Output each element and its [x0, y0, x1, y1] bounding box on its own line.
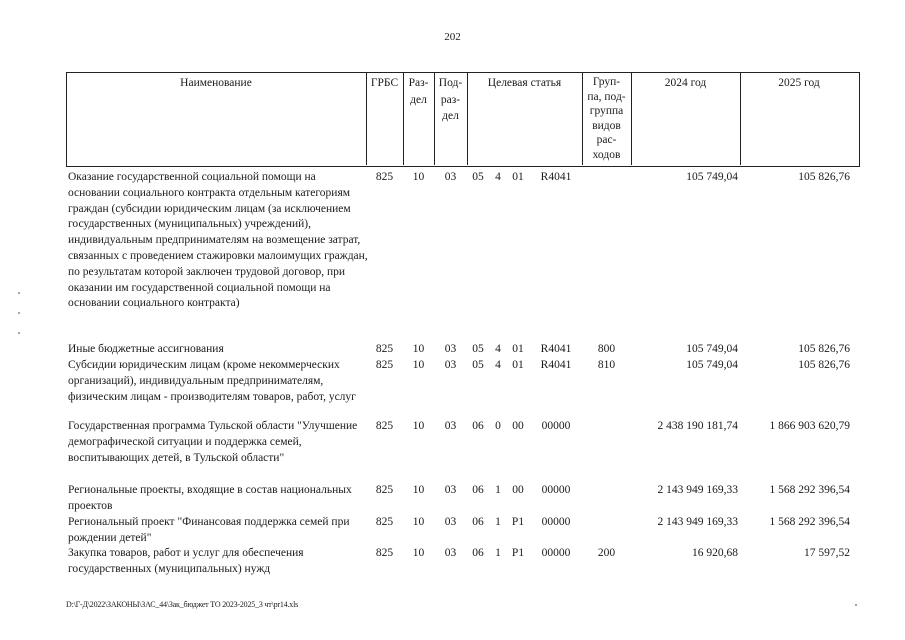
cell-grbs: 825	[375, 343, 394, 355]
row-name: Государственная программа Тульской области "Улучшение демографической ситуации и поддержка семей, воспитывающих детей, в Тульской области"	[68, 420, 358, 464]
cell-podrazdel: 03	[444, 171, 457, 183]
cell-t4: R4041	[540, 343, 572, 355]
cell-y2025: 105 826,76	[798, 343, 850, 355]
row-name: Оказание государственной социальной помощи на основании социального контракта отдельным категориям граждан (субсидии юридическим лицам (за исключением государственных (муниципальных) учреждений), индивидуальным предпринимателям на возмещение затрат, связанных с проведением стажировки малоимущих граждан, по результатам которой заключен трудовой договор, при оказании им государственной социальной помощи на основании социального контракта)	[68, 171, 368, 310]
cell-t4: 00000	[541, 516, 571, 528]
cell-t2: 4	[495, 359, 501, 371]
header-razdel: Раз- дел	[408, 77, 429, 106]
cell-podrazdel: 03	[444, 343, 457, 355]
header-podrazdel: Под- раз- дел	[438, 77, 463, 122]
cell-t4: R4041	[540, 171, 572, 183]
cell-razdel: 10	[412, 343, 425, 355]
cell-y2024: 16 920,68	[692, 547, 738, 559]
cell-t3: P1	[511, 516, 525, 528]
cell-t2: 4	[495, 343, 501, 355]
page-number: 202	[444, 31, 461, 43]
cell-podrazdel: 03	[444, 420, 457, 432]
cell-y2025: 1 568 292 396,54	[769, 484, 850, 496]
cell-group: 800	[597, 343, 616, 355]
cell-t2: 0	[495, 420, 501, 432]
cell-razdel: 10	[412, 484, 425, 496]
cell-t3: 01	[512, 359, 524, 371]
cell-razdel: 10	[412, 171, 425, 183]
cell-t4: 00000	[541, 484, 571, 496]
cell-y2025: 1 568 292 396,54	[769, 516, 850, 528]
cell-podrazdel: 03	[444, 516, 457, 528]
cell-t3: 00	[512, 420, 524, 432]
cell-y2025: 17 597,52	[804, 547, 850, 559]
cell-grbs: 825	[375, 359, 394, 371]
margin-mark	[18, 332, 20, 334]
cell-t1: 06	[472, 484, 484, 496]
cell-y2024: 105 749,04	[686, 343, 738, 355]
row-name: Субсидии юридическим лицам (кроме некоммерческих организаций), индивидуальным предпринимателям, физическим лицам - производителям товаров, работ, услуг	[68, 359, 356, 403]
cell-y2024: 105 749,04	[686, 171, 738, 183]
row-name: Региональные проекты, входящие в состав национальных проектов	[68, 484, 352, 512]
margin-mark	[18, 312, 20, 314]
cell-y2024: 2 143 949 169,33	[657, 516, 738, 528]
cell-podrazdel: 03	[444, 547, 457, 559]
cell-razdel: 10	[412, 420, 425, 432]
cell-group: 810	[597, 359, 616, 371]
cell-t1: 05	[472, 171, 484, 183]
cell-t2: 1	[495, 484, 501, 496]
cell-grbs: 825	[375, 484, 394, 496]
header-target: Целевая статья	[487, 77, 562, 89]
row-name: Региональный проект "Финансовая поддержка семей при рождении детей"	[68, 516, 350, 544]
cell-t3: 01	[512, 343, 524, 355]
cell-t2: 1	[495, 516, 501, 528]
cell-t2: 4	[495, 171, 501, 183]
header-group: Груп- па, под- группа видов рас- ходов	[587, 76, 626, 161]
header-name: Наименование	[180, 77, 252, 89]
cell-t1: 06	[472, 420, 484, 432]
cell-t1: 06	[472, 516, 484, 528]
cell-grbs: 825	[375, 516, 394, 528]
cell-grbs: 825	[375, 420, 394, 432]
cell-y2025: 1 866 903 620,79	[769, 420, 850, 432]
cell-t3: P1	[511, 547, 525, 559]
margin-mark	[18, 292, 20, 294]
row-name: Закупка товаров, работ и услуг для обеспечения государственных (муниципальных) нужд	[68, 547, 304, 575]
cell-y2025: 105 826,76	[798, 171, 850, 183]
cell-t1: 05	[472, 359, 484, 371]
cell-razdel: 10	[412, 359, 425, 371]
cell-grbs: 825	[375, 171, 394, 183]
cell-t2: 1	[495, 547, 501, 559]
cell-t4: R4041	[540, 359, 572, 371]
header-2024: 2024 год	[664, 77, 707, 89]
cell-y2024: 105 749,04	[686, 359, 738, 371]
cell-group: 200	[597, 547, 616, 559]
cell-y2024: 2 143 949 169,33	[657, 484, 738, 496]
cell-t3: 00	[512, 484, 524, 496]
footer-path: D:\Г-Д\2022\ЗАКОНЫ\ЗАС_44\Зак_бюджет ТО 2023-2025_3 чт\pr14.xls	[66, 600, 299, 609]
cell-t1: 06	[472, 547, 484, 559]
header-2025: 2025 год	[778, 77, 820, 89]
cell-grbs: 825	[375, 547, 394, 559]
cell-t4: 00000	[541, 420, 571, 432]
cell-t3: 01	[512, 171, 524, 183]
row-name: Иные бюджетные ассигнования	[68, 343, 224, 355]
cell-razdel: 10	[412, 516, 425, 528]
cell-t4: 00000	[541, 547, 571, 559]
cell-podrazdel: 03	[444, 484, 457, 496]
header-grbs: ГРБС	[370, 77, 399, 89]
margin-mark	[855, 604, 857, 606]
cell-podrazdel: 03	[444, 359, 457, 371]
cell-t1: 05	[472, 343, 484, 355]
cell-razdel: 10	[412, 547, 425, 559]
cell-y2024: 2 438 190 181,74	[657, 420, 738, 432]
cell-y2025: 105 826,76	[798, 359, 850, 371]
